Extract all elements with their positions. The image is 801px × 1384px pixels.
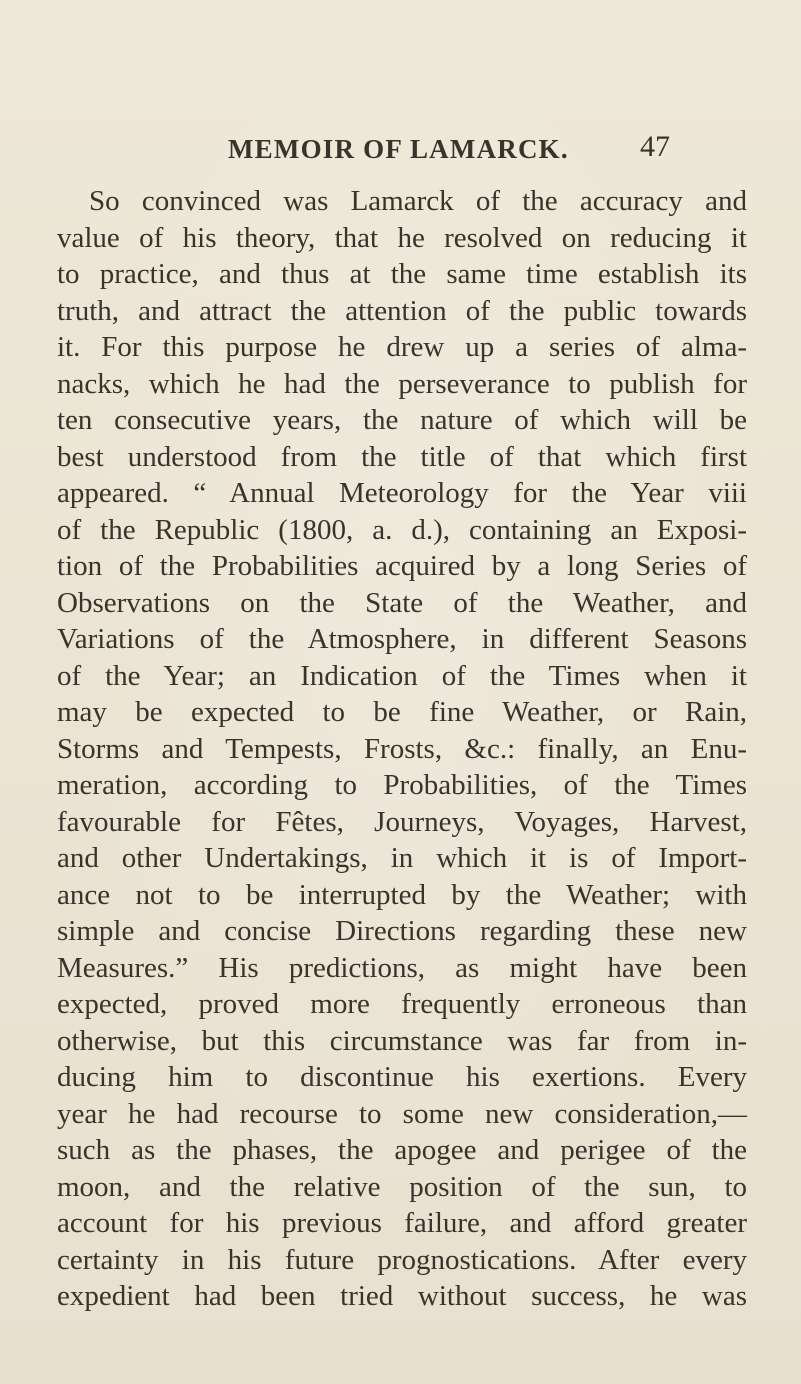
text-line: and other Undertakings, in which it is of Import-	[57, 842, 747, 874]
page-number: 47	[640, 130, 670, 163]
text-line: expedient had been tried without success, he was	[57, 1280, 747, 1312]
text-line: it. For this purpose he drew up a series of alma-	[57, 331, 747, 363]
text-line: year he had recourse to some new consideration,—	[57, 1097, 747, 1130]
page-header	[60, 130, 760, 174]
text-line: tion of the Probabilities acquired by a long Series of	[57, 550, 747, 582]
text-line: moon, and the relative position of the sun, to	[57, 1170, 747, 1203]
text-line: best understood from the title of that which first	[57, 440, 747, 473]
text-line: meration, according to Probabilities, of the Times	[57, 769, 747, 801]
text-line: otherwise, but this circumstance was far from in-	[57, 1024, 747, 1057]
text-line: simple and concise Directions regarding these new	[57, 915, 747, 947]
text-line: So convinced was Lamarck of the accuracy and	[89, 185, 747, 217]
text-line: expected, proved more frequently erroneous than	[57, 988, 747, 1020]
text-line: ducing him to discontinue his exertions. Every	[57, 1061, 747, 1093]
text-line: value of his theory, that he resolved on reducing it	[57, 221, 747, 254]
text-line: Observations on the State of the Weather, and	[57, 586, 747, 619]
text-line: of the Year; an Indication of the Times when it	[57, 659, 747, 692]
text-line: favourable for Fêtes, Journeys, Voyages, Harvest,	[57, 805, 747, 838]
text-line: appeared. “ Annual Meteorology for the Year viii	[57, 477, 747, 509]
text-line: account for his previous failure, and afford greater	[57, 1207, 747, 1239]
text-line: to practice, and thus at the same time establish its	[57, 258, 747, 290]
text-line: ten consecutive years, the nature of which will be	[57, 404, 747, 436]
text-line: such as the phases, the apogee and perigee of the	[57, 1134, 747, 1166]
text-line: Measures.” His predictions, as might have been	[57, 951, 747, 984]
text-line: certainty in his future prognostications. After every	[57, 1243, 747, 1276]
text-line: of the Republic (1800, a. d.), containing an Exposi-	[57, 513, 747, 546]
running-title: MEMOIR OF LAMARCK.	[228, 134, 569, 164]
text-line: may be expected to be fine Weather, or Rain,	[57, 696, 747, 728]
paragraph	[57, 183, 747, 1315]
text-line: nacks, which he had the perseverance to publish for	[57, 367, 747, 400]
text-line: ance not to be interrupted by the Weather; with	[57, 878, 747, 911]
text-line: Variations of the Atmosphere, in different Seasons	[57, 623, 747, 655]
text-line: Storms and Tempests, Frosts, &c.: finally, an Enu-	[57, 732, 747, 765]
text-line: truth, and attract the attention of the public towards	[57, 294, 747, 327]
